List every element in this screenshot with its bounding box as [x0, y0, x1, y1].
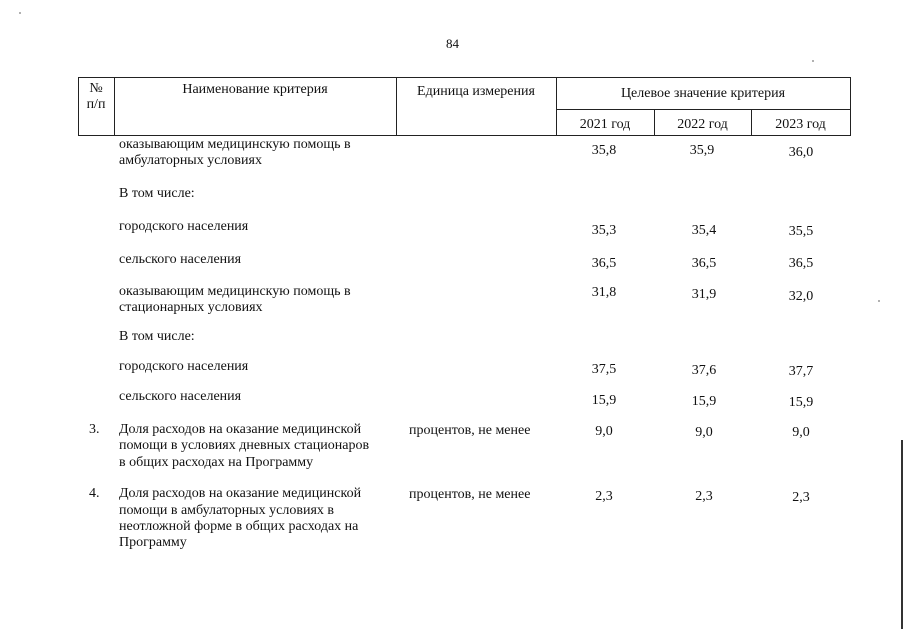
criterion-name: сельского населения — [119, 252, 242, 267]
value-2021: 35,8 — [591, 143, 617, 158]
value-2023: 9,0 — [792, 425, 810, 440]
value-2021: 36,5 — [591, 256, 617, 271]
header-year-2023: 2023 год — [775, 117, 826, 132]
header-target: Целевое значение критерия — [620, 86, 786, 101]
criterion-name: помощи в амбулаторных условиях в — [119, 503, 335, 518]
value-2023: 32,0 — [788, 289, 814, 304]
criterion-name: неотложной форме в общих расходах на — [119, 519, 359, 534]
value-2022: 15,9 — [691, 394, 717, 409]
value-2021: 37,5 — [591, 362, 617, 377]
criterion-name: В том числе: — [119, 186, 195, 201]
header-name: Наименование критерия — [182, 82, 328, 97]
header-num-pp: п/п — [86, 97, 106, 112]
criterion-name: городского населения — [119, 219, 249, 234]
value-2022: 35,4 — [691, 223, 717, 238]
criterion-name: стационарных условиях — [119, 300, 263, 315]
criterion-name: амбулаторных условиях — [119, 153, 262, 168]
criterion-name: Доля расходов на оказание медицинской — [119, 486, 362, 501]
value-2023: 35,5 — [788, 224, 814, 239]
row-number: 4. — [89, 486, 100, 501]
header-unit: Единица измерения — [417, 84, 535, 99]
page-number: 84 — [446, 36, 459, 51]
value-2023: 2,3 — [792, 490, 810, 505]
value-2022: 2,3 — [695, 489, 713, 504]
value-2021: 31,8 — [591, 285, 617, 300]
unit-of-measure: процентов, не менее — [409, 487, 531, 502]
value-2023: 36,0 — [788, 145, 814, 160]
criterion-name: в общих расходах на Программу — [119, 455, 314, 470]
criterion-name: городского населения — [119, 359, 249, 374]
value-2023: 37,7 — [788, 364, 814, 379]
row-number: 3. — [89, 422, 100, 437]
criterion-name: оказывающим медицинскую помощь в — [119, 284, 351, 299]
criterion-name: оказывающим медицинскую помощь в — [119, 137, 351, 152]
value-2022: 9,0 — [695, 425, 713, 440]
scan-speck — [812, 60, 814, 62]
value-2022: 35,9 — [689, 143, 715, 158]
scan-edge — [901, 440, 903, 629]
value-2022: 37,6 — [691, 363, 717, 378]
header-num: № — [89, 81, 103, 96]
scan-speck — [878, 300, 880, 302]
criterion-name: помощи в условиях дневных стационаров — [119, 438, 370, 453]
header-year-2021: 2021 год — [579, 117, 631, 132]
scan-speck — [19, 12, 21, 14]
value-2021: 15,9 — [591, 393, 617, 408]
value-2021: 9,0 — [595, 424, 613, 439]
value-2022: 31,9 — [691, 287, 717, 302]
criterion-name: Доля расходов на оказание медицинской — [119, 422, 362, 437]
value-2023: 36,5 — [788, 256, 814, 271]
value-2023: 15,9 — [788, 395, 814, 410]
value-2022: 36,5 — [691, 256, 717, 271]
header-year-2022: 2022 год — [677, 117, 728, 132]
unit-of-measure: процентов, не менее — [409, 423, 531, 438]
criterion-name: сельского населения — [119, 389, 242, 404]
criterion-name: Программу — [119, 535, 187, 550]
criterion-name: В том числе: — [119, 329, 195, 344]
value-2021: 2,3 — [595, 489, 613, 504]
value-2021: 35,3 — [591, 223, 617, 238]
